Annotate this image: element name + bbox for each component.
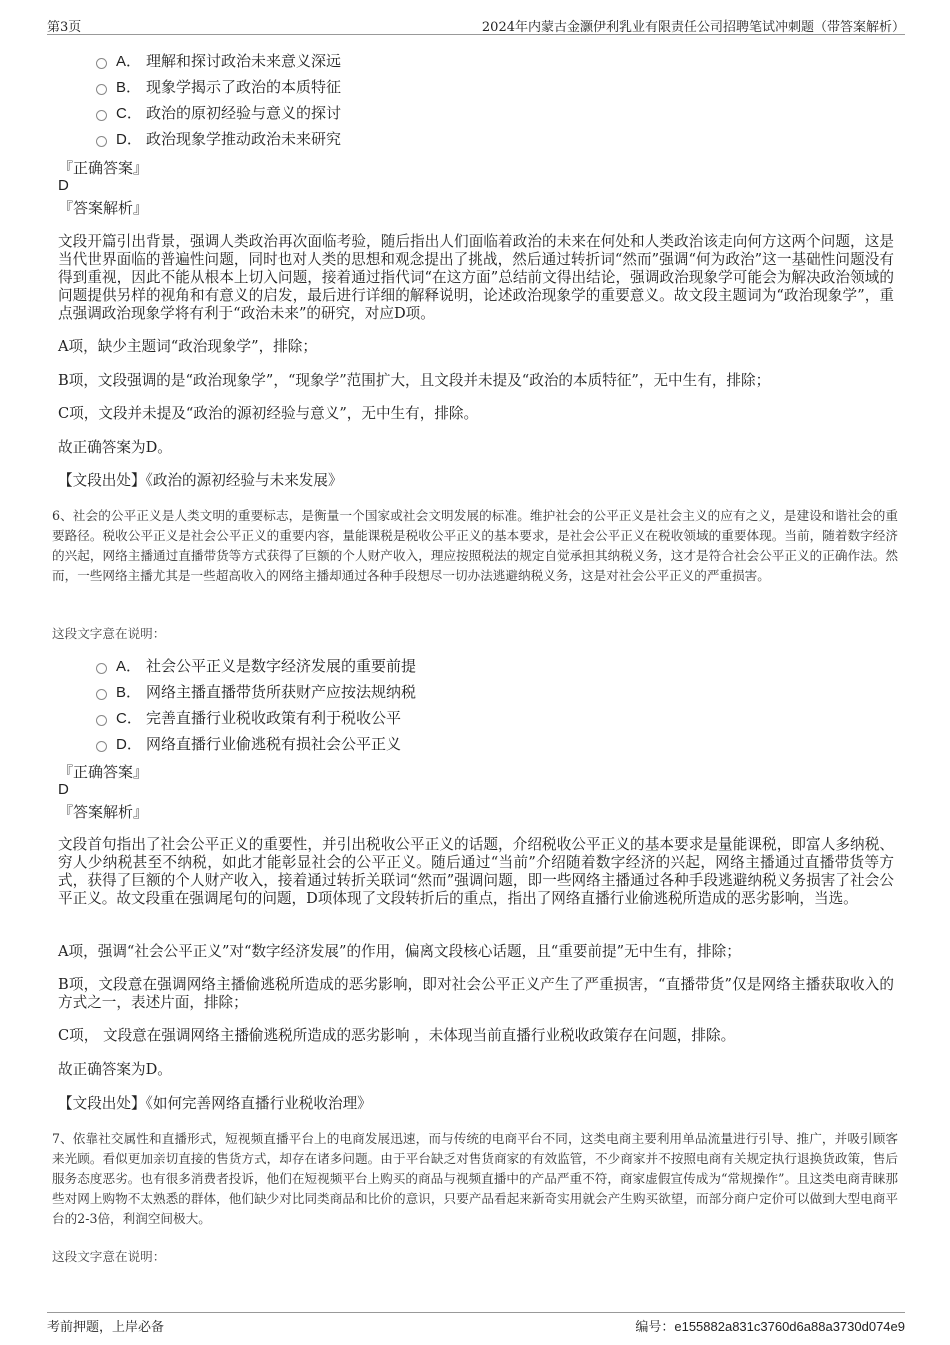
q6-note-b: B项，文段意在强调网络主播偷逃税所造成的恶劣影响，即对社会公平正义产生了严重损害，“直播带货”仅是网络主播获取收入的方式之一，表述片面，排除； bbox=[58, 976, 894, 1011]
page-header bbox=[47, 14, 905, 35]
q5-note-a: A项，缺少主题词“政治现象学”，排除； bbox=[58, 338, 317, 355]
q5-answer: D bbox=[58, 177, 69, 194]
q5-option-b[interactable]: B． 现象学揭示了政治的本质特征 bbox=[96, 74, 341, 100]
radio-icon[interactable] bbox=[96, 84, 107, 95]
radio-icon[interactable] bbox=[96, 136, 107, 147]
radio-icon[interactable] bbox=[96, 715, 107, 726]
radio-icon[interactable] bbox=[96, 741, 107, 752]
q5-option-a[interactable]: A． 理解和探讨政治未来意义深远 bbox=[96, 48, 341, 74]
q5-note-b: B项，文段强调的是“政治现象学”，“现象学”范围扩大，且文段并未提及“政治的本质特征”，无中生有，排除； bbox=[58, 372, 771, 389]
q6-source: 【文段出处】《如何完善网络直播行业税收治理》 bbox=[58, 1095, 372, 1112]
document-id: 编号：e155882a831c3760d6a88a3730d074e9 bbox=[635, 1319, 905, 1334]
q6-question: 6、社会的公平正义是人类文明的重要标志，是衡量一个国家或社会文明发展的标准。维护社会的公平正义是社会主义的应有之义，是建设和谐社会的重要路径。税收公平正义是社会公平正义的重要内容，量能课税是税收公平正义的基本要求，是社会公平正义在税收领域的重要体现。当前，随着数字经济的兴起，网络主播通过直播带货等方式获得了巨额的个人财产收入，理应按照税法的规定自觉承担其纳税义务，这才是符合社会公平正义的正确作法。然而，一些网络主播尤其是一些超高收入的网络主播却通过各种手段想尽一切办法逃避纳税义务，这是对社会公平正义的严重损害。 bbox=[52, 508, 898, 583]
q6-option-c[interactable]: C． 完善直播行业税收政策有利于税收公平 bbox=[96, 705, 416, 731]
radio-icon[interactable] bbox=[96, 663, 107, 674]
document-title: 2024年内蒙古金灏伊利乳业有限责任公司招聘笔试冲刺题（带答案解析） bbox=[481, 20, 905, 35]
q5-conclusion: 故正确答案为D。 bbox=[58, 439, 172, 456]
q6-option-d[interactable]: D． 网络直播行业偷逃税有损社会公平正义 bbox=[96, 731, 416, 757]
radio-icon[interactable] bbox=[96, 110, 107, 121]
q6-option-b[interactable]: B． 网络主播直播带货所获财产应按法规纳税 bbox=[96, 679, 416, 705]
radio-icon[interactable] bbox=[96, 58, 107, 69]
q5-option-d[interactable]: D． 政治现象学推动政治未来研究 bbox=[96, 126, 341, 152]
q5-source: 【文段出处】《政治的源初经验与未来发展》 bbox=[58, 472, 343, 489]
footer-slogan: 考前押题，上岸必备 bbox=[47, 1320, 165, 1335]
q6-answer: D bbox=[58, 781, 69, 798]
q6-analysis-label: 『答案解析』 bbox=[58, 803, 149, 821]
q6-note-c: C项， 文段意在强调网络主播偷逃税所造成的恶劣影响 ，未体现当前直播行业税收政策存在问题，排除。 bbox=[58, 1027, 736, 1044]
page-footer bbox=[47, 1312, 905, 1333]
q6-options bbox=[96, 653, 416, 757]
radio-icon[interactable] bbox=[96, 689, 107, 700]
q7-question: 7、依靠社交属性和直播形式，短视频直播平台上的电商发展迅速，而与传统的电商平台不同，这类电商主要利用单品流量进行引导、推广，并吸引顾客来光顾。看似更加亲切直接的售货方式，却存在诸多问题。由于平台缺乏对售货商家的有效监管，不少商家并不按照电商有关规定执行退换货政策，售后服务态度恶劣。也有很多消费者投诉，他们在短视频平台上购买的商品与视频直播中的产品严重不符，商家虚假宣传成为“常规操作”。且这类电商青睐那些对网上购物不太熟悉的群体，他们缺少对比同类商品和比价的意识，只要产品看起来新奇实用就会产生购买欲望，而部分商户定价可以做到大型电商平台的2-3倍，利润空间极大。 bbox=[52, 1131, 898, 1226]
q5-option-c[interactable]: C． 政治的原初经验与意义的探讨 bbox=[96, 100, 341, 126]
q6-analysis: 文段首句指出了社会公平正义的重要性，并引出税收公平正义的话题，介绍税收公平正义的基本要求是量能课税，即富人多纳税、穷人少纳税甚至不纳税，如此才能彰显社会的公平正义。随后通过“当前”介绍随着数字经济的兴起，网络主播通过直播带货等方式，获得了巨额的个人财产收入，接着通过转折关联词“然而”强调问题，即一些网络主播通过各种手段逃避纳税义务损害了社会公平正义。故文段重在强调尾句的问题，D项体现了文段转折后的重点，指出了网络直播行业偷逃税所造成的恶劣影响，当选。 bbox=[58, 836, 894, 907]
q5-note-c: C项，文段并未提及“政治的源初经验与意义”，无中生有，排除。 bbox=[58, 405, 479, 422]
q6-note-a: A项，强调“社会公平正义”对“数字经济发展”的作用，偏离文段核心话题，且“重要前提”无中生有，排除； bbox=[58, 943, 741, 960]
q5-analysis-label: 『答案解析』 bbox=[58, 199, 149, 217]
page-number: 第3页 bbox=[47, 20, 82, 35]
q5-answer-label: 『正确答案』 bbox=[58, 159, 149, 177]
q6-conclusion: 故正确答案为D。 bbox=[58, 1061, 172, 1078]
q7-prompt: 这段文字意在说明： bbox=[52, 1249, 166, 1264]
q5-analysis: 文段开篇引出背景，强调人类政治再次面临考验，随后指出人们面临着政治的未来在何处和人类政治该走向何方这两个问题，这是当代世界面临的普遍性问题，同时也对人类的思想和观念提出了挑战，然后通过转折词“然而”强调“何为政治”这一基础性问题没有得到重视，因此不能从根本上切入问题，接着通过指代词“在这方面”总结前文得出结论，强调政治现象学可能会为解决政治领域的问题提供另样的视角和有意义的启发，最后进行详细的解释说明，论述政治现象学的重要意义。故文段主题词为“政治现象学”，重点强调政治现象学将有利于“政治未来”的研究，对应D项。 bbox=[58, 233, 894, 322]
q6-answer-label: 『正确答案』 bbox=[58, 763, 149, 781]
q6-prompt: 这段文字意在说明： bbox=[52, 626, 166, 641]
q5-options bbox=[96, 48, 341, 152]
q6-option-a[interactable]: A． 社会公平正义是数字经济发展的重要前提 bbox=[96, 653, 416, 679]
